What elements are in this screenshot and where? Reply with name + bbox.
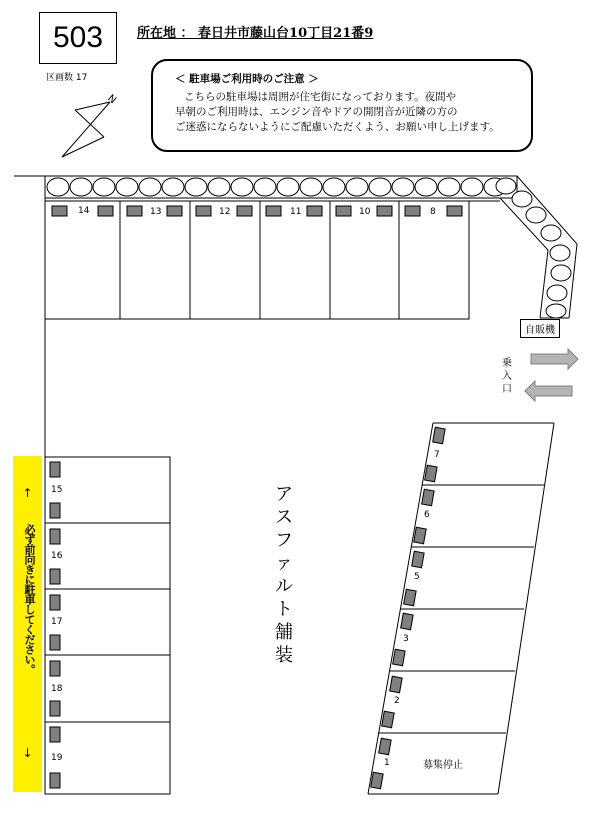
space-number: 13 [150, 207, 162, 217]
hedge-shrubs [47, 178, 506, 196]
vending-machine-label: 自販機 [520, 319, 560, 338]
notice-title: ＜ 駐車場ご利用時のご注意 ＞ [175, 73, 319, 85]
compass-label: N [105, 93, 119, 107]
arrow-down-icon: ↓ [22, 746, 33, 760]
front-parking-sign [13, 456, 42, 792]
entrance-label: 乗入口 [502, 358, 512, 395]
car-stop-blocks [52, 206, 462, 216]
space-number: 3 [403, 634, 409, 644]
space-number: 2 [394, 696, 400, 706]
space-number: 11 [290, 207, 302, 217]
car-stop-blocks [371, 427, 445, 789]
address-title: 所在地 ： 春日井市藤山台10丁目21番9 [137, 26, 374, 41]
space-count: 区画数 17 [46, 73, 88, 83]
lot-id: 503 [52, 21, 104, 54]
space-number: 19 [51, 753, 63, 763]
space-number: 7 [434, 450, 440, 460]
sign-text: 必ず前向きに駐車してください。 [23, 524, 36, 674]
left-column-spaces [45, 457, 170, 794]
entry-arrow-icon [525, 349, 578, 401]
notice-line: こちらの駐車場は周囲が住宅街になっております。夜間や [184, 91, 457, 103]
space-number: 18 [51, 684, 63, 694]
arrow-up-icon: ↑ [22, 486, 33, 500]
status-badge: 募集停止 [423, 760, 463, 771]
compass-icon [62, 102, 110, 157]
space-number: 6 [424, 510, 430, 520]
pavement-label: アスファルト舗装 [275, 484, 293, 666]
space-number: 14 [78, 206, 90, 216]
top-row-spaces [45, 201, 469, 319]
notice-line: 早朝のご利用時は、エンジン音やドアの開閉音が近隣の方の [175, 106, 458, 118]
space-number: 10 [359, 207, 371, 217]
space-number: 16 [51, 551, 63, 561]
space-number: 8 [430, 207, 436, 217]
space-number: 17 [51, 617, 63, 627]
space-number: 5 [414, 572, 420, 582]
space-number: 12 [219, 207, 231, 217]
hedge-shrubs [496, 178, 571, 318]
space-number: 15 [51, 485, 63, 495]
notice-line: ご迷惑にならないようにご配慮いただくよう、お願い申し上げます。 [175, 121, 500, 133]
space-number: 1 [384, 758, 390, 768]
right-column-spaces [368, 423, 554, 794]
